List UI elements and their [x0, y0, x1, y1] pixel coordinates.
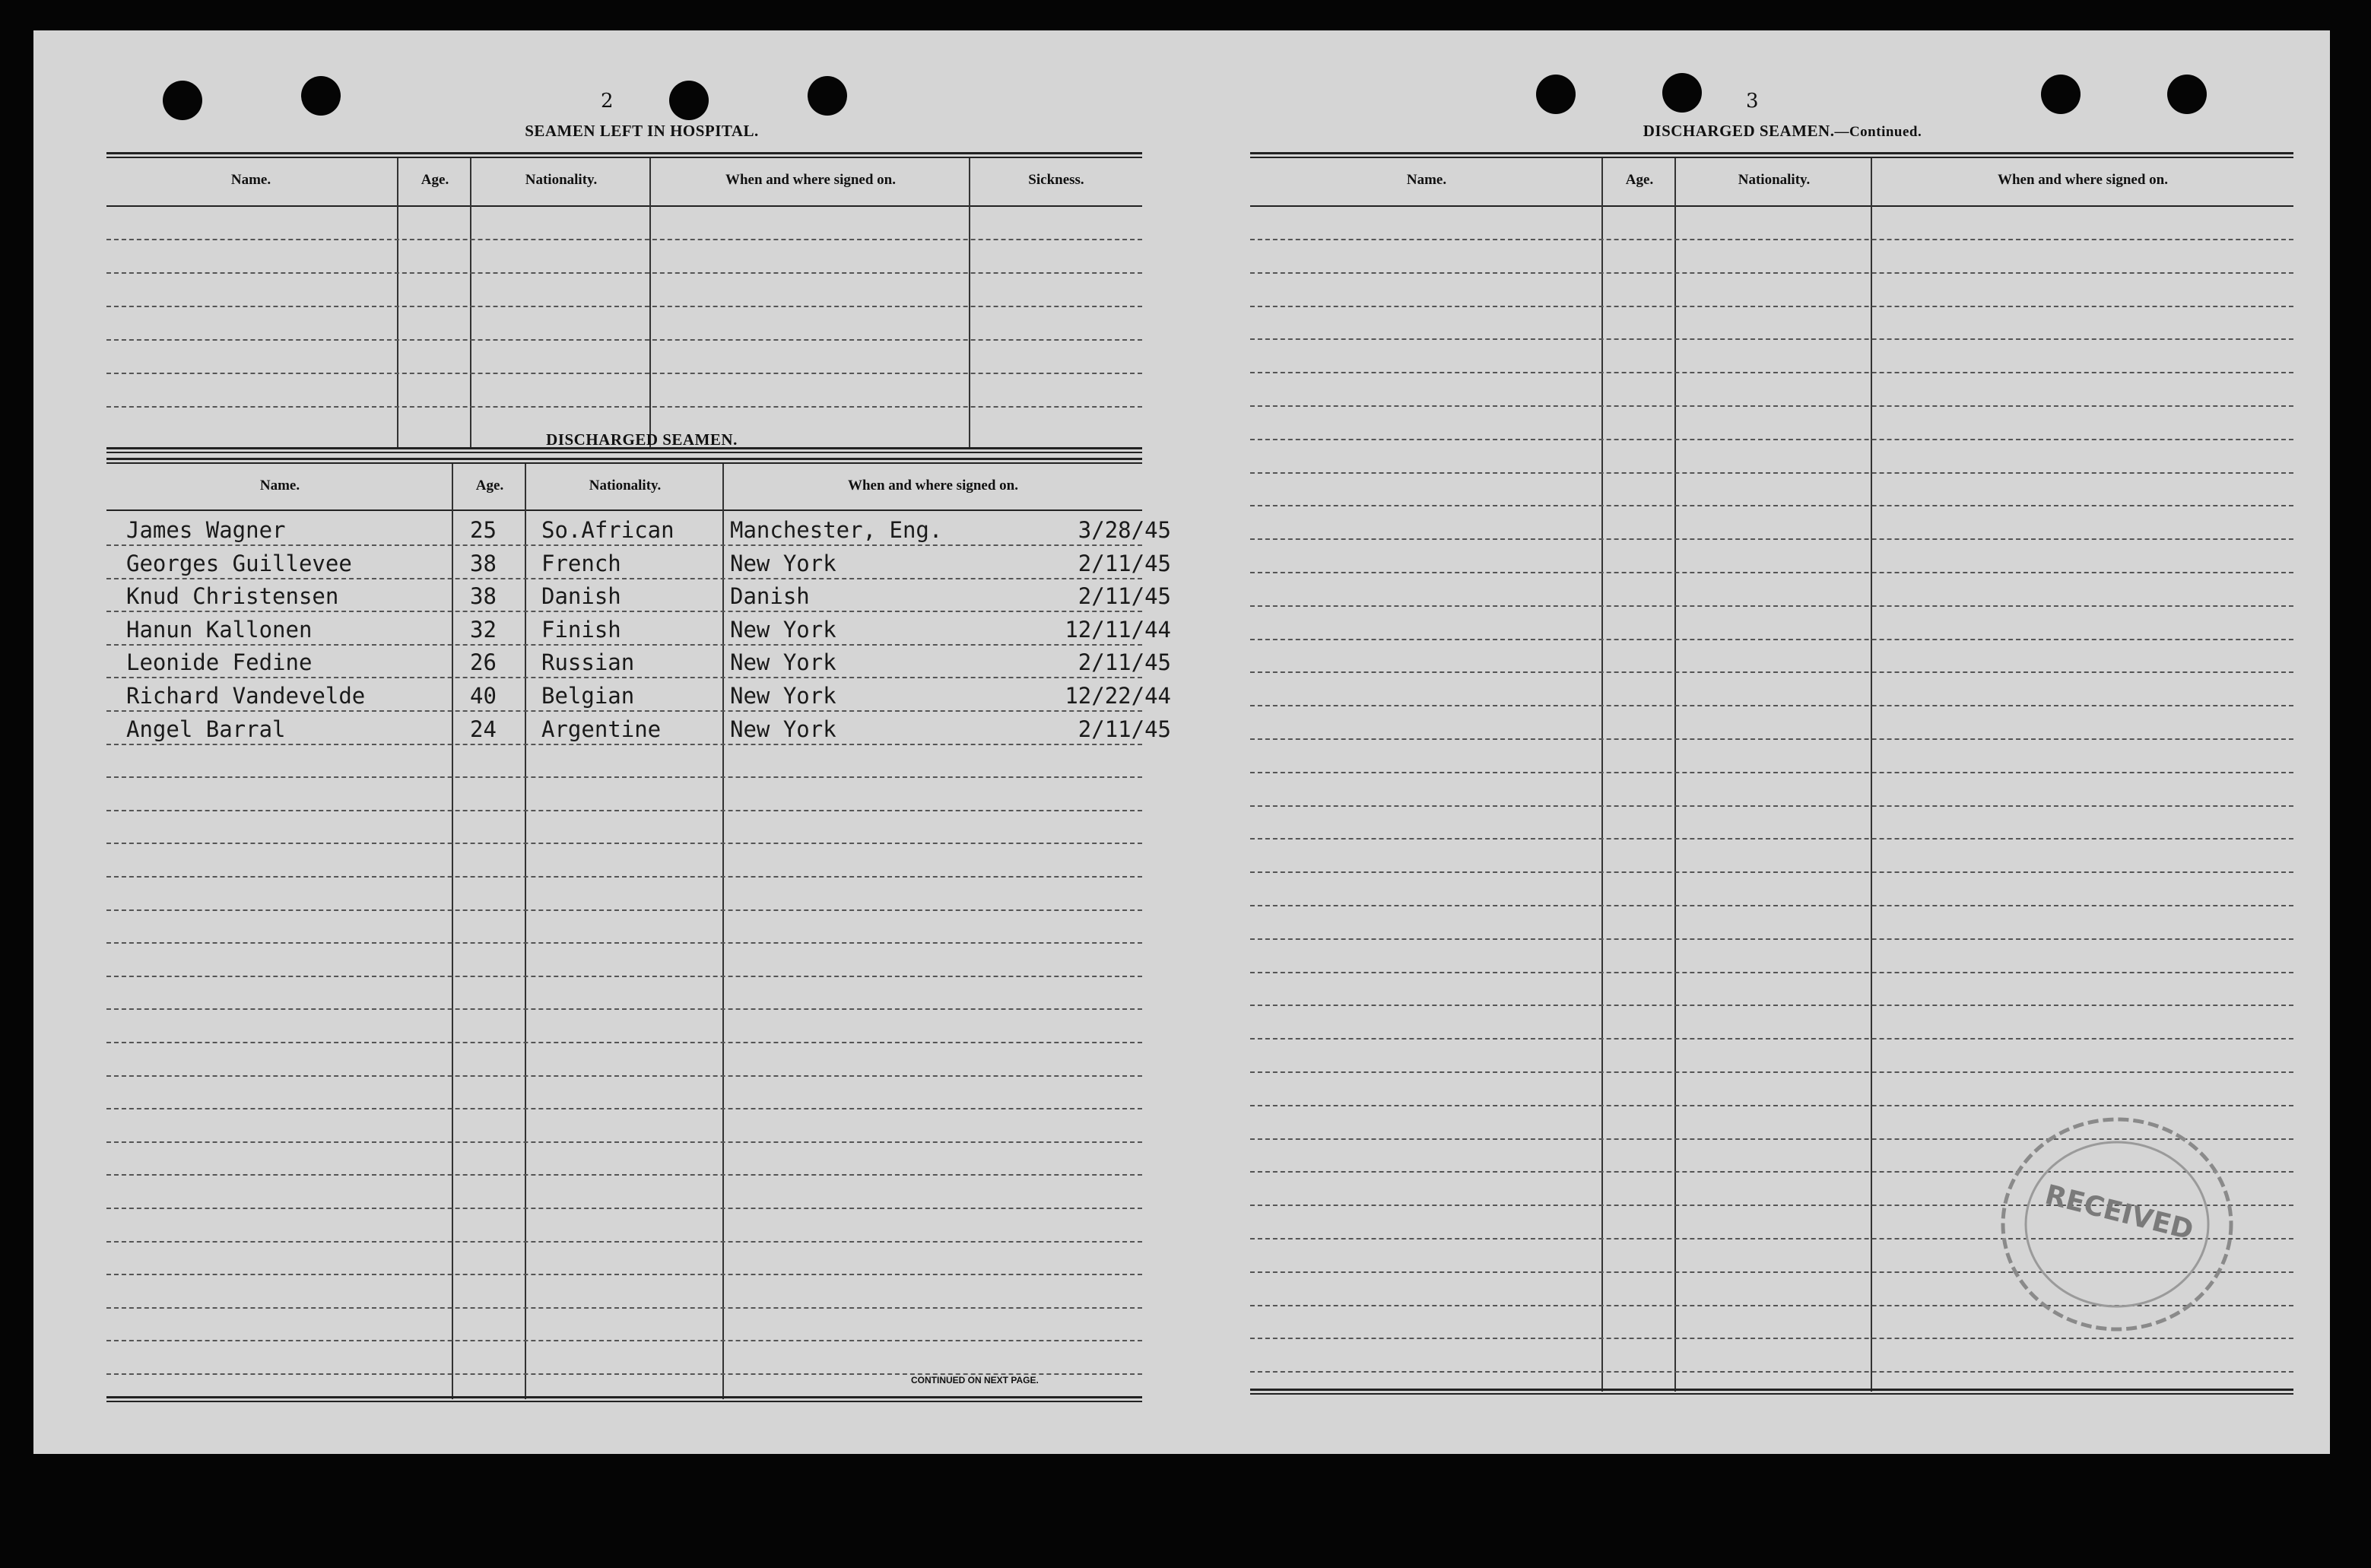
seaman-age: 32: [470, 616, 497, 643]
discharged-col-divider: [525, 464, 526, 1399]
right-top-rule-2: [1250, 157, 2293, 158]
ruled-line: [1250, 1005, 2293, 1006]
punch-hole: [301, 76, 341, 116]
signed-on-date: 2/11/45: [1078, 649, 1171, 676]
ruled-line: [106, 1208, 1142, 1209]
ruled-line: [1250, 505, 2293, 506]
discharged-col-signed-on: When and where signed on.: [847, 478, 1018, 494]
signed-on-place: New York: [730, 550, 836, 576]
ruled-line: [106, 876, 1142, 878]
right-section-title-text: DISCHARGED SEAMEN.: [1643, 122, 1835, 140]
hospital-section-title: SEAMEN LEFT IN HOSPITAL.: [525, 122, 759, 140]
document-sheet: [33, 30, 2330, 1454]
ruled-line: [106, 306, 1142, 307]
discharged-col-age: Age.: [475, 478, 504, 494]
ruled-line: [1250, 306, 2293, 307]
signed-on-date: 2/11/45: [1078, 583, 1171, 610]
seaman-name: Knud Christensen: [126, 583, 339, 610]
discharged-top-rule: [106, 458, 1142, 460]
discharged-header-rule: [106, 509, 1142, 511]
ruled-line: [106, 644, 1142, 646]
right-col-nationality: Nationality.: [1738, 172, 1811, 188]
ruled-line: [1250, 705, 2293, 706]
seaman-name: James Wagner: [126, 517, 286, 543]
signed-on-date: 2/11/45: [1078, 550, 1171, 576]
seaman-age: 26: [470, 649, 497, 676]
ruled-line: [1250, 1105, 2293, 1106]
discharged-col-nationality: Nationality.: [589, 478, 662, 494]
ruled-line: [1250, 239, 2293, 240]
hospital-col-name: Name.: [230, 172, 271, 188]
ruled-line: [106, 776, 1142, 778]
signed-on-place: Manchester, Eng.: [730, 517, 943, 543]
seaman-name: Georges Guillevee: [126, 550, 352, 576]
right-col-divider: [1871, 158, 1872, 1392]
ruled-line: [106, 272, 1142, 274]
ruled-line: [1250, 572, 2293, 573]
signed-on-date: 12/11/44: [1065, 616, 1171, 643]
signed-on-place: New York: [730, 683, 836, 709]
ruled-line: [1250, 1071, 2293, 1073]
discharged-top-rule-2: [106, 462, 1142, 464]
ruled-line: [106, 843, 1142, 844]
seaman-nationality: Belgian: [541, 683, 635, 709]
ruled-line: [106, 1241, 1142, 1243]
punch-hole: [669, 81, 709, 120]
hospital-col-sickness: Sickness.: [1028, 172, 1084, 188]
received-stamp: [1995, 1110, 2239, 1338]
ruled-line: [106, 710, 1142, 712]
ruled-line: [106, 976, 1142, 977]
seaman-nationality: Argentine: [541, 716, 662, 742]
discharged-col-divider: [452, 464, 453, 1399]
right-col-divider: [1601, 158, 1603, 1392]
seaman-name: Angel Barral: [126, 716, 286, 742]
continued-footnote: CONTINUED ON NEXT PAGE.: [911, 1375, 1039, 1385]
seaman-age: 38: [470, 583, 497, 610]
ruled-line: [1250, 1038, 2293, 1040]
ruled-line: [1250, 472, 2293, 474]
ruled-line: [1250, 938, 2293, 940]
right-section-title: [1493, 122, 2071, 141]
signed-on-place: New York: [730, 716, 836, 742]
hospital-col-nationality: Nationality.: [525, 172, 598, 188]
page-number: 2: [601, 90, 614, 113]
ruled-line: [106, 239, 1142, 240]
hospital-top-rule-2: [106, 157, 1142, 158]
discharged-section-title: DISCHARGED SEAMEN.: [546, 430, 738, 449]
signed-on-place: New York: [730, 616, 836, 643]
punch-hole: [2167, 75, 2207, 114]
seaman-age: 25: [470, 517, 497, 543]
seaman-name: Hanun Kallonen: [126, 616, 313, 643]
signed-on-date: 3/28/45: [1078, 517, 1171, 543]
ruled-line: [1250, 405, 2293, 407]
right-col-name: Name.: [1406, 172, 1447, 188]
ruled-line: [106, 1008, 1142, 1010]
right-bottom-rule: [1250, 1389, 2293, 1391]
ruled-line: [106, 339, 1142, 341]
discharged-col-divider: [722, 464, 724, 1399]
ruled-line: [106, 1274, 1142, 1275]
ruled-line: [1250, 738, 2293, 740]
ruled-line: [106, 1141, 1142, 1143]
ruled-line: [106, 1340, 1142, 1341]
hospital-col-divider: [969, 158, 970, 447]
seaman-age: 40: [470, 683, 497, 709]
seaman-age: 38: [470, 550, 497, 576]
page-number: 3: [1746, 90, 1759, 113]
hospital-bottom-rule-2: [106, 452, 1142, 453]
ruled-line: [106, 942, 1142, 944]
hospital-col-divider: [470, 158, 471, 447]
ruled-line: [1250, 272, 2293, 274]
ruled-line: [106, 744, 1142, 745]
seaman-nationality: Russian: [541, 649, 635, 676]
ruled-line: [1250, 772, 2293, 773]
ruled-line: [106, 1307, 1142, 1309]
hospital-col-age: Age.: [421, 172, 449, 188]
ruled-line: [1250, 805, 2293, 807]
ruled-line: [106, 1075, 1142, 1077]
signed-on-place: New York: [730, 649, 836, 676]
ruled-line: [1250, 338, 2293, 340]
hospital-header-rule: [106, 205, 1142, 207]
discharged-bottom-rule: [106, 1396, 1142, 1398]
signed-on-date: 12/22/44: [1065, 683, 1171, 709]
seaman-nationality: Finish: [541, 616, 621, 643]
right-col-signed-on: When and where signed on.: [1997, 172, 2168, 188]
ruled-line: [1250, 538, 2293, 540]
right-col-divider: [1674, 158, 1676, 1392]
ruled-line: [106, 677, 1142, 678]
ruled-line: [106, 909, 1142, 911]
ruled-line: [1250, 372, 2293, 373]
ruled-line: [1250, 639, 2293, 640]
discharged-bottom-rule-2: [106, 1401, 1142, 1402]
ruled-line: [106, 810, 1142, 811]
ruled-line: [1250, 871, 2293, 873]
seaman-nationality: So.African: [541, 517, 674, 543]
punch-hole: [163, 81, 202, 120]
hospital-col-divider: [649, 158, 651, 447]
hospital-col-divider: [397, 158, 398, 447]
ruled-line: [106, 1042, 1142, 1043]
discharged-col-name: Name.: [259, 478, 300, 494]
right-col-age: Age.: [1625, 172, 1654, 188]
stamp-graphic: [1995, 1110, 2239, 1338]
ruled-line: [1250, 838, 2293, 840]
ruled-line: [1250, 605, 2293, 607]
seaman-nationality: Danish: [541, 583, 621, 610]
ruled-line: [1250, 1371, 2293, 1373]
ruled-line: [106, 406, 1142, 408]
ruled-line: [106, 373, 1142, 374]
punch-hole: [1536, 75, 1576, 114]
punch-hole: [1662, 73, 1702, 113]
seaman-name: Richard Vandevelde: [126, 683, 366, 709]
ruled-line: [1250, 671, 2293, 673]
hospital-col-signed-on: When and where signed on.: [725, 172, 896, 188]
right-top-rule: [1250, 152, 2293, 154]
right-section-title-suffix: —Continued.: [1834, 124, 1922, 140]
stamp-text: RECEIVED: [2042, 1179, 2197, 1246]
ruled-line: [1250, 972, 2293, 973]
signed-on-date: 2/11/45: [1078, 716, 1171, 742]
ruled-line: [1250, 905, 2293, 906]
ruled-line: [106, 578, 1142, 579]
seaman-name: Leonide Fedine: [126, 649, 313, 676]
ruled-line: [106, 1174, 1142, 1176]
seaman-age: 24: [470, 716, 497, 742]
hospital-top-rule: [106, 152, 1142, 154]
right-header-rule: [1250, 205, 2293, 207]
ruled-line: [1250, 439, 2293, 440]
right-bottom-rule-2: [1250, 1393, 2293, 1395]
seaman-nationality: French: [541, 550, 621, 576]
punch-hole: [808, 76, 847, 116]
ruled-line: [106, 611, 1142, 612]
signed-on-place: Danish: [730, 583, 810, 610]
punch-hole: [2041, 75, 2081, 114]
ruled-line: [106, 544, 1142, 546]
ruled-line: [106, 1108, 1142, 1109]
